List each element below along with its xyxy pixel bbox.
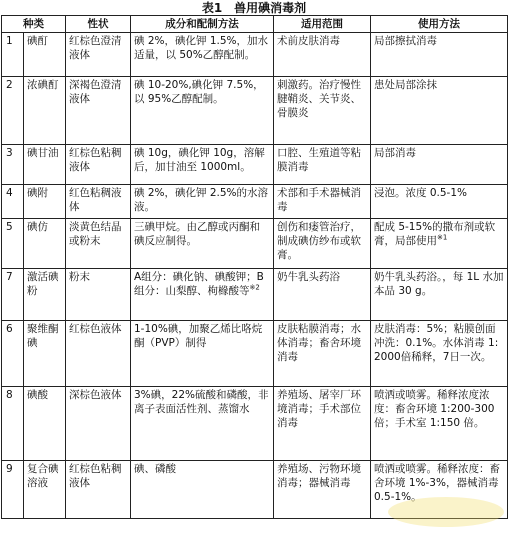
header-composition: 成分和配制方法 [131, 16, 274, 33]
row-number: 2 [2, 77, 24, 145]
row-nature: 红色粘稠液体 [66, 185, 131, 219]
table-row [2, 461, 508, 519]
row-usage: 局部擦拭消毒 [371, 33, 508, 77]
row-name: 碘附 [24, 185, 66, 219]
disinfectant-table [1, 15, 508, 519]
row-usage: 浸泡。浓度 0.5-1% [371, 185, 508, 219]
row-composition: 3%碘，22%硫酸和磷酸，非离子表面活性剂、蒸馏水 [131, 387, 274, 461]
row-composition: 三碘甲烷。由乙醇或丙酮和碘反应制得。 [131, 219, 274, 269]
row-name: 碘酸 [24, 387, 66, 461]
row-composition [131, 269, 274, 321]
row-number: 3 [2, 145, 24, 185]
table-row [2, 219, 508, 269]
row-number: 1 [2, 33, 24, 77]
row-number: 8 [2, 387, 24, 461]
row-nature: 红棕色澄清液体 [66, 33, 131, 77]
header-nature: 性状 [66, 16, 131, 33]
row-name: 聚维酮碘 [24, 321, 66, 387]
row-name: 浓碘酊 [24, 77, 66, 145]
row-scope: 皮肤粘膜消毒；水体消毒；畜舍环境消毒 [274, 321, 371, 387]
row-nature: 红棕色粘稠液体 [66, 145, 131, 185]
table-row [2, 269, 508, 321]
header-row [2, 16, 508, 33]
row-nature: 粉末 [66, 269, 131, 321]
row-usage: 喷洒或喷雾。稀释浓度：畜舍环境 1%-3%，器械消毒 0.5-1%。 [371, 461, 508, 519]
table-row [2, 321, 508, 387]
row-nature: 淡黄色结晶或粉末 [66, 219, 131, 269]
row-scope: 术前皮肤消毒 [274, 33, 371, 77]
row-name: 碘仿 [24, 219, 66, 269]
table-title: 表1 兽用碘消毒剂 [0, 1, 508, 15]
row-composition: 1-10%碘，加聚乙烯比咯烷酮（PVP）制得 [131, 321, 274, 387]
footnote-mark: ※2 [250, 284, 260, 292]
header-usage: 使用方法 [371, 16, 508, 33]
row-scope: 奶牛乳头药浴 [274, 269, 371, 321]
row-name: 激活碘粉 [24, 269, 66, 321]
row-scope: 刺激药。治疗慢性腱鞘炎、关节炎、骨膜炎 [274, 77, 371, 145]
table-row [2, 387, 508, 461]
row-number: 9 [2, 461, 24, 519]
table-row [2, 185, 508, 219]
row-scope: 创伤和瘘管治疗，制成碘仿纱布或软膏。 [274, 219, 371, 269]
row-scope: 养殖场、屠宰厂环境消毒；手术部位消毒 [274, 387, 371, 461]
row-nature: 红棕色液体 [66, 321, 131, 387]
footnote-mark: ※1 [437, 234, 447, 242]
row-composition: 碘 2%，碘化钾 1.5%，加水适量，以 50%乙醇配制。 [131, 33, 274, 77]
table-row [2, 33, 508, 77]
row-number: 6 [2, 321, 24, 387]
row-number: 7 [2, 269, 24, 321]
row-composition: 碘 10g，碘化钾 10g，溶解后，加甘油至 1000ml。 [131, 145, 274, 185]
table-row [2, 145, 508, 185]
row-composition: 碘 10-20%,碘化钾 7.5%，以 95%乙醇配制。 [131, 77, 274, 145]
row-nature: 深棕色液体 [66, 387, 131, 461]
row-usage: 皮肤消毒：5%；粘膜创面冲洗：0.1%。水体消毒 1:2000倍稀释，7日一次。 [371, 321, 508, 387]
row-usage: 患处局部涂抹 [371, 77, 508, 145]
row-number: 4 [2, 185, 24, 219]
row-nature: 红棕色粘稠液体 [66, 461, 131, 519]
row-usage: 局部消毒 [371, 145, 508, 185]
row-name: 复合碘溶液 [24, 461, 66, 519]
row-name: 碘酊 [24, 33, 66, 77]
header-scope: 适用范围 [274, 16, 371, 33]
table-row [2, 77, 508, 145]
usage-text: 配成 5-15%的撒布剂或软膏，局部使用 [374, 221, 495, 247]
header-type: 种类 [2, 16, 66, 33]
row-usage: 喷洒或喷雾。稀释浓度浓度：畜舍环境 1:200-300倍；手术室 1:150 倍。 [371, 387, 508, 461]
row-composition: 碘 2%，碘化钾 2.5%的水溶液。 [131, 185, 274, 219]
row-number: 5 [2, 219, 24, 269]
row-usage [371, 219, 508, 269]
row-nature: 深褐色澄清液体 [66, 77, 131, 145]
row-scope: 口腔、生殖道等粘膜消毒 [274, 145, 371, 185]
row-scope: 术部和手术器械消毒 [274, 185, 371, 219]
row-usage: 奶牛乳头药浴。，每 1L 水加本品 30 g。 [371, 269, 508, 321]
row-name: 碘甘油 [24, 145, 66, 185]
composition-text: A组分：碘化钠、碘酸钾；B组分：山梨醇、枸橼酸等 [134, 271, 264, 297]
row-composition: 碘、磷酸 [131, 461, 274, 519]
row-scope: 养殖场、污物环境消毒；器械消毒 [274, 461, 371, 519]
